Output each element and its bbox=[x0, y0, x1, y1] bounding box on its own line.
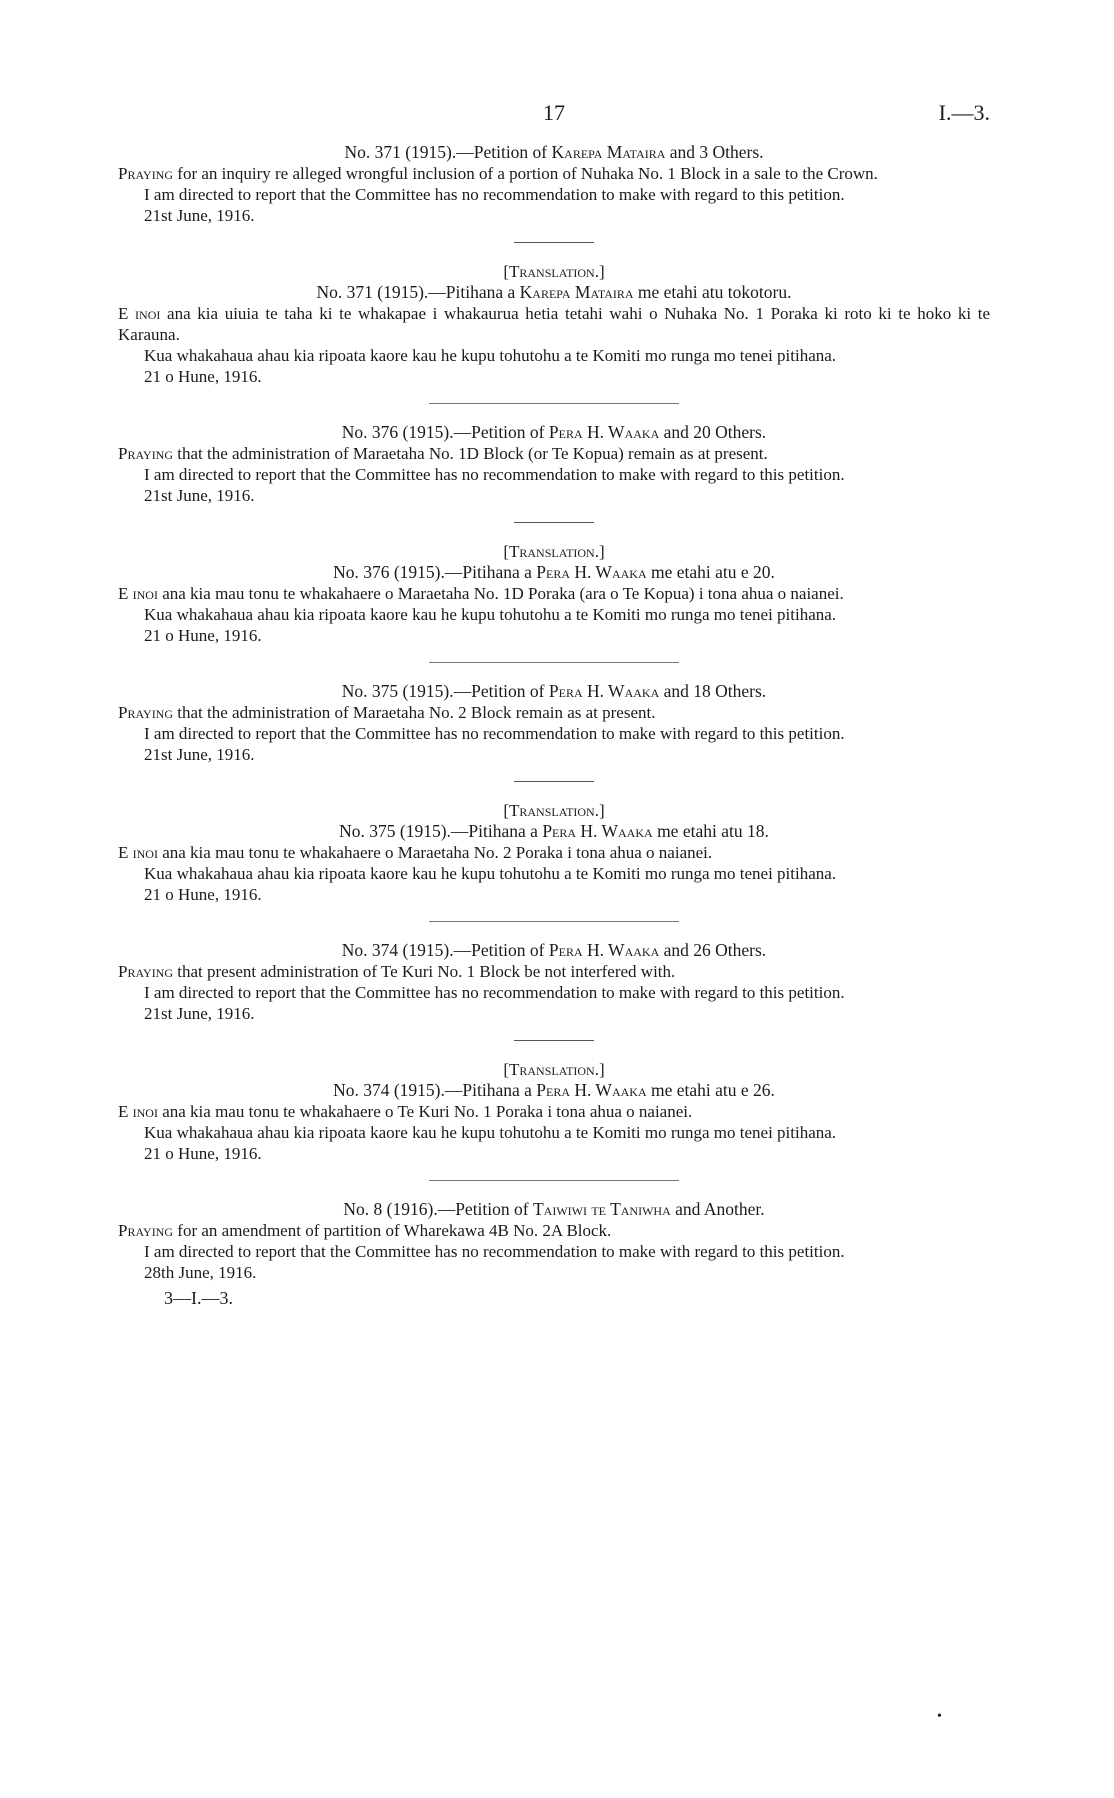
committee-report: Kua whakahaua ahau kia ripoata kaore kau he kupu tohutohu a te Komiti mo runga mo tenei pitihana. bbox=[144, 605, 837, 624]
petition-prayer: Praying for an amendment of partition of Wharekawa 4B No. 2A Block. bbox=[118, 1221, 612, 1240]
series-reference: I.—3. bbox=[938, 100, 990, 125]
petition-title: No. 8 (1916).—Petition of Taiwiwi te Taniwha and Another. bbox=[343, 1199, 765, 1219]
petitioner-name: Karepa Mataira bbox=[551, 142, 666, 162]
report-date: 21st June, 1916. bbox=[144, 745, 255, 764]
committee-report: Kua whakahaua ahau kia ripoata kaore kau he kupu tohutohu a te Komiti mo runga mo tenei pitihana. bbox=[144, 1123, 837, 1142]
petition-title: No. 371 (1915).—Petition of Karepa Mataira and 3 Others. bbox=[344, 142, 764, 162]
petition-prayer: Praying that present administration of Te Kuri No. 1 Block be not interfered with. bbox=[118, 962, 676, 981]
page-header bbox=[118, 90, 990, 142]
section-divider bbox=[514, 522, 594, 523]
translation-section bbox=[118, 541, 990, 646]
petition-title: No. 376 (1915).—Petition of Pera H. Waaka and 20 Others. bbox=[341, 422, 767, 442]
petition-title: No. 375 (1915).—Petition of Pera H. Waaka and 18 Others. bbox=[341, 681, 767, 701]
report-date: 21 o Hune, 1916. bbox=[144, 626, 262, 645]
translation-heading: [Translation.] bbox=[503, 1060, 605, 1079]
petitioner-name: Pera H. Waaka bbox=[548, 422, 660, 442]
petitioner-name: Pera H. Waaka bbox=[548, 681, 660, 701]
translation-section bbox=[118, 800, 990, 905]
petition-title: No. 375 (1915).—Pitihana a Pera H. Waaka me etahi atu 18. bbox=[339, 821, 769, 841]
section-divider bbox=[514, 1040, 594, 1041]
report-date: 21 o Hune, 1916. bbox=[144, 885, 262, 904]
page-mark: • bbox=[937, 1709, 942, 1724]
petition-section bbox=[118, 1199, 990, 1283]
printer-signature: 3—I.—3. bbox=[164, 1288, 233, 1308]
report-date: 21 o Hune, 1916. bbox=[144, 1144, 262, 1163]
petition-prayer: Praying that the administration of Maraetaha No. 1D Block (or Te Kopua) remain as at present. bbox=[118, 444, 768, 463]
petition-section bbox=[118, 422, 990, 506]
committee-report: Kua whakahaua ahau kia ripoata kaore kau he kupu tohutohu a te Komiti mo runga mo tenei pitihana. bbox=[144, 864, 837, 883]
report-date: 21 o Hune, 1916. bbox=[144, 367, 262, 386]
page-number: 17 bbox=[543, 100, 565, 125]
petition-title: No. 371 (1915).—Pitihana a Karepa Mataira me etahi atu tokotoru. bbox=[316, 282, 792, 302]
petition-title: No. 374 (1915).—Petition of Pera H. Waaka and 26 Others. bbox=[341, 940, 767, 960]
section-divider bbox=[429, 403, 679, 404]
petitioner-name: Taiwiwi te Taniwha bbox=[532, 1199, 671, 1219]
report-date: 21st June, 1916. bbox=[144, 1004, 255, 1023]
translation-heading: [Translation.] bbox=[503, 262, 605, 281]
petitioner-name: Pera H. Waaka bbox=[542, 821, 653, 841]
section-divider bbox=[429, 1180, 679, 1181]
committee-report: I am directed to report that the Committee has no recommendation to make with regard to this petition. bbox=[144, 465, 845, 484]
committee-report: I am directed to report that the Committee has no recommendation to make with regard to this petition. bbox=[144, 983, 845, 1002]
committee-report: I am directed to report that the Committee has no recommendation to make with regard to this petition. bbox=[144, 185, 845, 204]
petition-section bbox=[118, 142, 990, 226]
report-date: 28th June, 1916. bbox=[144, 1263, 257, 1282]
petitioner-name: Karepa Mataira bbox=[519, 282, 634, 302]
petition-prayer: E inoi ana kia mau tonu te whakahaere o Maraetaha No. 2 Poraka i tona ahua o naianei. bbox=[118, 843, 713, 862]
petitioner-name: Pera H. Waaka bbox=[536, 562, 647, 582]
petitioner-name: Pera H. Waaka bbox=[548, 940, 660, 960]
section-divider bbox=[514, 781, 594, 782]
translation-heading: [Translation.] bbox=[503, 542, 605, 561]
petition-section bbox=[118, 681, 990, 765]
petitioner-name: Pera H. Waaka bbox=[536, 1080, 647, 1100]
committee-report: Kua whakahaua ahau kia ripoata kaore kau he kupu tohutohu a te Komiti mo runga mo tenei pitihana. bbox=[144, 346, 837, 365]
section-divider bbox=[429, 921, 679, 922]
petition-prayer: E inoi ana kia uiuia te taha ki te whakapae i whakaurua hetia tetahi wahi o Nuhaka No. 1 Poraka ki roto ki te hoko ki te Karauna. bbox=[118, 304, 990, 344]
committee-report: I am directed to report that the Committee has no recommendation to make with regard to this petition. bbox=[144, 1242, 845, 1261]
petition-prayer: Praying that the administration of Maraetaha No. 2 Block remain as at present. bbox=[118, 703, 656, 722]
document-page bbox=[118, 90, 990, 1309]
report-date: 21st June, 1916. bbox=[144, 486, 255, 505]
petition-title: No. 374 (1915).—Pitihana a Pera H. Waaka me etahi atu e 26. bbox=[333, 1080, 775, 1100]
section-divider bbox=[429, 662, 679, 663]
committee-report: I am directed to report that the Committee has no recommendation to make with regard to this petition. bbox=[144, 724, 845, 743]
petition-prayer: Praying for an inquiry re alleged wrongful inclusion of a portion of Nuhaka No. 1 Block in a sale to the Crown. bbox=[118, 164, 878, 183]
report-date: 21st June, 1916. bbox=[144, 206, 255, 225]
petition-title: No. 376 (1915).—Pitihana a Pera H. Waaka me etahi atu e 20. bbox=[333, 562, 775, 582]
section-divider bbox=[514, 242, 594, 243]
translation-section bbox=[118, 1059, 990, 1164]
petition-prayer: E inoi ana kia mau tonu te whakahaere o Te Kuri No. 1 Poraka i tona ahua o naianei. bbox=[118, 1102, 693, 1121]
petition-section bbox=[118, 940, 990, 1024]
translation-heading: [Translation.] bbox=[503, 801, 605, 820]
translation-section bbox=[118, 261, 990, 387]
petition-prayer: E inoi ana kia mau tonu te whakahaere o Maraetaha No. 1D Poraka (ara o Te Kopua) i tona ahua o naianei. bbox=[118, 584, 844, 603]
